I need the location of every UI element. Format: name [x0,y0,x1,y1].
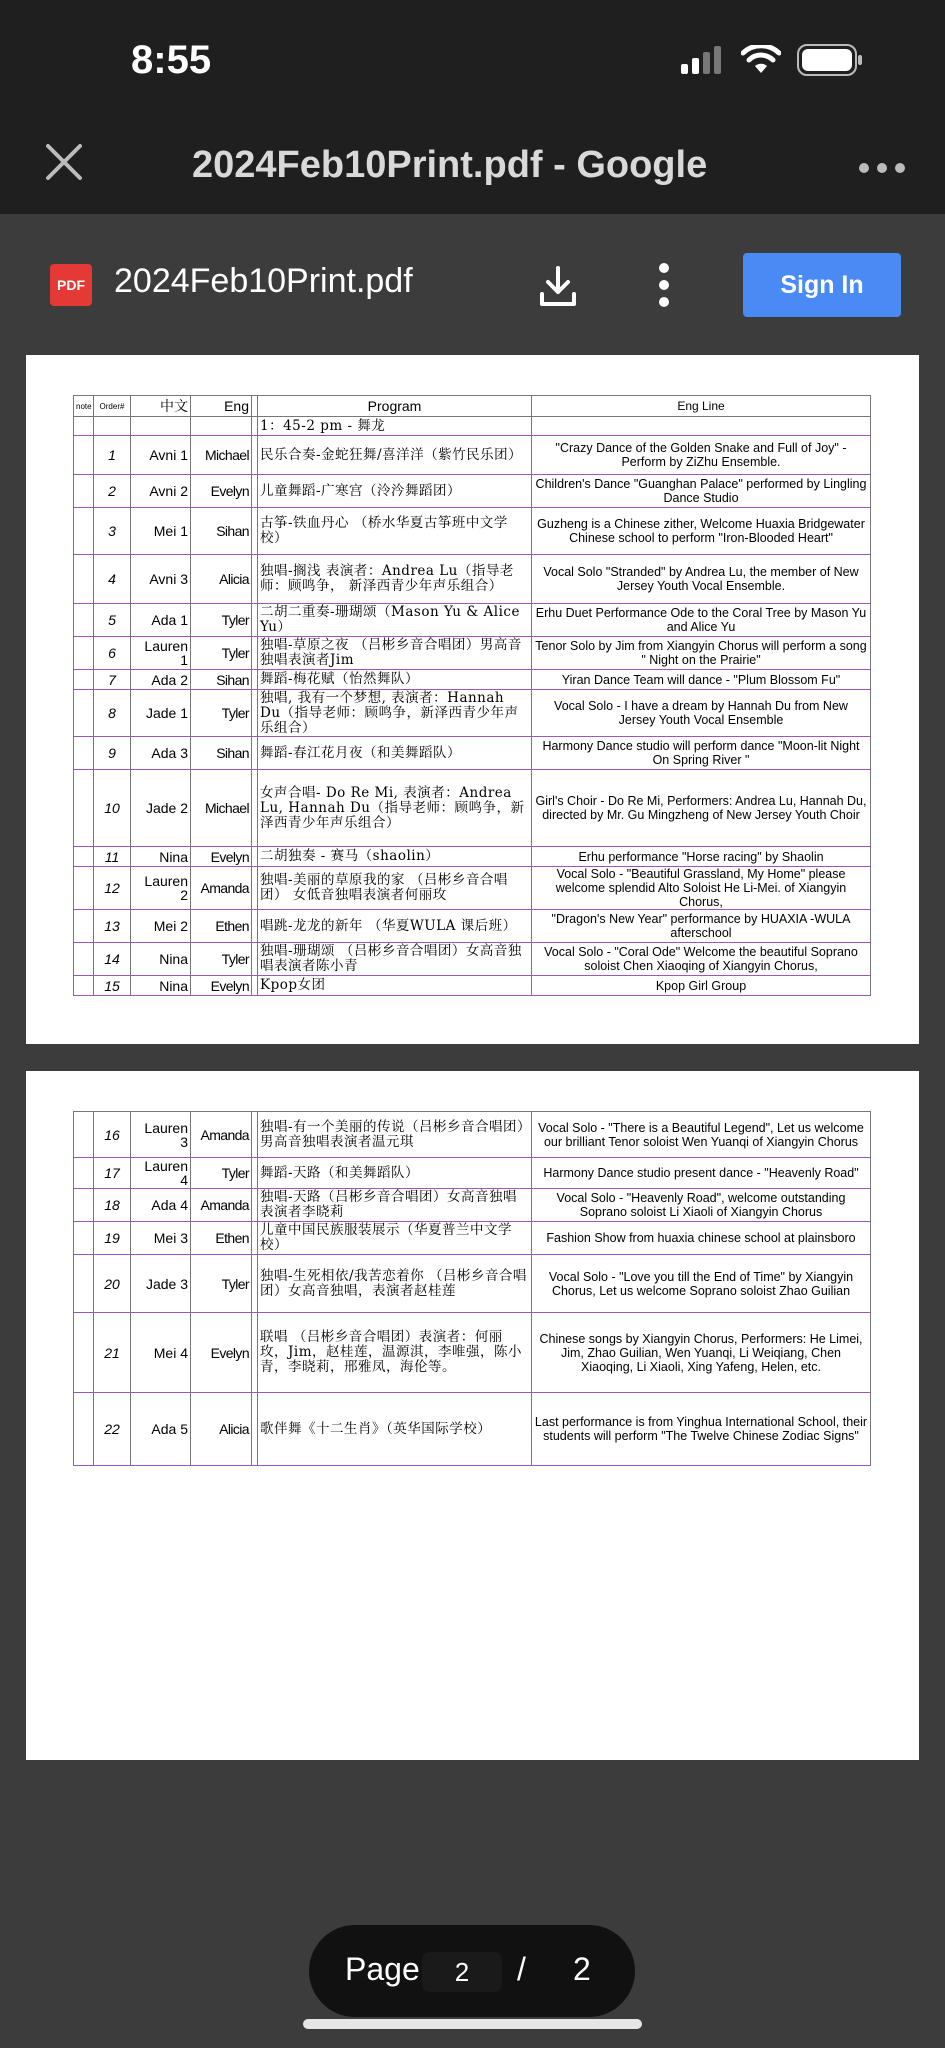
program-english: Girl's Choir - Do Re Mi, Performers: Andrea Lu, Hannah Du, directed by Mr. Gu Mingzheng of New Jersey Youth Choir [532,770,871,847]
order-number: 16 [94,1112,131,1158]
performer-name: Nina [131,976,191,996]
table-row [74,737,871,770]
header-engline: Eng Line [532,396,871,417]
close-icon[interactable] [42,140,86,184]
home-indicator[interactable] [303,2019,642,2029]
order-number: 10 [94,770,131,847]
performer-name: Avni 3 [131,555,191,604]
table-row [74,1112,871,1158]
table-row [74,508,871,555]
performer-name: Ada 2 [131,670,191,690]
program-english: Children's Dance "Guanghan Palace" performed by Lingling Dance Studio [532,475,871,508]
program-english: Fashion Show from huaxia chinese school at plainsboro [532,1222,871,1255]
performer-name: Mei 4 [131,1313,191,1393]
order-number: 20 [94,1255,131,1313]
header-zh: 中文 [131,396,191,417]
note-cell [74,1189,94,1222]
performer-name: Ada 3 [131,737,191,770]
program-english: "Crazy Dance of the Golden Snake and Full of Joy" - Perform by ZiZhu Ensemble. [532,436,871,475]
program-table-page-1 [73,395,871,996]
order-number: 11 [94,847,131,867]
status-bar [0,0,945,104]
file-name: 2024Feb10Print.pdf [114,262,413,300]
program-chinese: 独唱-搁浅 表演者：Andrea Lu（指导老师：顾鸣争， 新泽西青少年声乐组合） [258,555,532,604]
note-cell [74,847,94,867]
announcer-name: Amanda [191,1112,252,1158]
program-english: Last performance is from Yinghua International School, their students will perform "The Twelve Chinese Zodiac Signs" [532,1393,871,1466]
program-english: Kpop Girl Group [532,976,871,996]
table-row [74,910,871,943]
order-number: 7 [94,670,131,690]
table-row [74,436,871,475]
table-row [74,604,871,637]
performer-name: Jade 2 [131,770,191,847]
more-options-icon[interactable] [858,162,906,174]
note-cell [74,867,94,910]
table-row [74,690,871,737]
window-title: 2024Feb10Print.pdf - Google [192,144,708,186]
note-cell [74,976,94,996]
program-english: Tenor Solo by Jim from Xiangyin Chorus will perform a song " Night on the Prairie" [532,637,871,670]
program-table-page-2 [73,1111,871,1466]
program-english: Vocal Solo - "Beautiful Grassland, My Home" please welcome splendid Alto Soloist He Li-Mei. of Xiangyin Chorus, [532,867,871,910]
note-cell [74,737,94,770]
order-number: 18 [94,1189,131,1222]
announcer-name: Evelyn [191,847,252,867]
note-cell [74,1222,94,1255]
program-chinese: 儿童舞蹈-广寒宫（泠汵舞蹈团） [258,475,532,508]
performer-name: Jade 1 [131,690,191,737]
program-english: "Dragon's New Year" performance by HUAXIA -WULA afterschool [532,910,871,943]
program-english: Vocal Solo - "Heavenly Road", welcome outstanding Soprano soloist Li Xiaoli of Xiangyin Chorus [532,1189,871,1222]
table-row [74,555,871,604]
note-cell [74,770,94,847]
header-program: Program [258,396,532,417]
order-number: 21 [94,1313,131,1393]
order-number: 9 [94,737,131,770]
announcer-name: Ethen [191,910,252,943]
note-cell [74,436,94,475]
announcer-name: Michael [191,770,252,847]
table-row [74,1313,871,1393]
table-row [74,976,871,996]
order-number: 8 [94,690,131,737]
program-english: Vocal Solo "Stranded" by Andrea Lu, the member of New Jersey Youth Vocal Ensemble. [532,555,871,604]
announcer-name: Amanda [191,1189,252,1222]
program-chinese: 舞蹈-春江花月夜（和美舞蹈队） [258,737,532,770]
program-chinese: 二胡独奏 - 赛马（shaolin） [258,847,532,867]
order-number: 13 [94,910,131,943]
program-english: Erhu Duet Performance Ode to the Coral Tree by Mason Yu and Alice Yu [532,604,871,637]
program-chinese: 联唱 （吕彬乡音合唱团）表演者：何丽玫，Jim，赵桂莲，温源淇，李唯强，陈小青，李晓莉，邢雅凤，海伦等。 [258,1313,532,1393]
announcer-name: Tyler [191,1255,252,1313]
intro-row [74,417,871,436]
table-row [74,847,871,867]
header-order: Order# [94,396,131,417]
performer-name: Mei 3 [131,1222,191,1255]
announcer-name: Tyler [191,604,252,637]
order-number: 5 [94,604,131,637]
program-chinese: 民乐合奏-金蛇狂舞/喜洋洋（紫竹民乐团） [258,436,532,475]
program-chinese: 古筝-铁血丹心 （桥水华夏古筝班中文学校） [258,508,532,555]
cellular-signal-icon [681,46,725,74]
performer-name: Nina [131,943,191,976]
program-english: Vocal Solo - I have a dream by Hannah Du from New Jersey Youth Vocal Ensemble [532,690,871,737]
announcer-name: Alicia [191,1393,252,1466]
announcer-name: Alicia [191,555,252,604]
table-row [74,943,871,976]
wifi-icon [741,45,781,75]
table-header-row [74,396,871,417]
note-cell [74,508,94,555]
order-number: 3 [94,508,131,555]
performer-name: Ada 1 [131,604,191,637]
note-cell [74,637,94,670]
header-note: note [74,396,94,417]
page-indicator [309,1925,635,2017]
clock: 8:55 [131,38,212,82]
table-row [74,475,871,508]
performer-name: Lauren 1 [131,637,191,670]
announcer-name: Evelyn [191,1313,252,1393]
note-cell [74,1112,94,1158]
performer-name: Ada 5 [131,1393,191,1466]
performer-name: Jade 3 [131,1255,191,1313]
program-english: Vocal Solo - "Coral Ode" Welcome the beautiful Soprano soloist Chen Xiaoqing of Xiangyin Chorus, [532,943,871,976]
note-cell [74,555,94,604]
program-chinese: Kpop女团 [258,976,532,996]
kebab-menu-icon[interactable] [654,262,674,308]
status-icons [681,44,863,76]
program-chinese: 歌伴舞《十二生肖》（英华国际学校） [258,1393,532,1466]
sign-in-button[interactable]: Sign In [743,253,901,317]
program-chinese: 舞蹈-梅花赋（怡然舞队） [258,670,532,690]
program-chinese: 独唱-天路（吕彬乡音合唱团）女高音独唱表演者李晓莉 [258,1189,532,1222]
table-row [74,637,871,670]
program-chinese: 独唱-草原之夜 （吕彬乡音合唱团）男高音独唱表演者Jim [258,637,532,670]
performer-name: Avni 1 [131,436,191,475]
announcer-name: Tyler [191,637,252,670]
download-icon[interactable] [538,264,578,308]
performer-name: Mei 1 [131,508,191,555]
battery-icon [797,44,863,76]
performer-name: Mei 2 [131,910,191,943]
program-english: Vocal Solo - "There is a Beautiful Legend", Let us welcome our brilliant Tenor soloist Wen Yuanqi of Xiangyin Chorus [532,1112,871,1158]
program-chinese: 儿童中国民族服装展示（华夏普兰中文学校） [258,1222,532,1255]
table-row [74,670,871,690]
program-english: Vocal Solo - "Love you till the End of Time" by Xiangyin Chorus, Let us welcome Soprano soloist Zhao Guilian [532,1255,871,1313]
performer-name: Ada 4 [131,1189,191,1222]
program-chinese: 舞蹈-天路（和美舞蹈队） [258,1158,532,1189]
program-chinese: 唱跳-龙龙的新年 （华夏WULA 课后班） [258,910,532,943]
order-number: 6 [94,637,131,670]
page-label: Page [345,1951,420,1987]
announcer-name: Evelyn [191,976,252,996]
intro-program: 1：45-2 pm - 舞龙 [258,417,532,436]
announcer-name: Tyler [191,943,252,976]
table-row [74,1158,871,1189]
order-number: 17 [94,1158,131,1189]
note-cell [74,604,94,637]
program-english: Erhu performance "Horse racing" by Shaolin [532,847,871,867]
order-number: 14 [94,943,131,976]
program-chinese: 独唱-有一个美丽的传说（吕彬乡音合唱团）男高音独唱表演者温元琪 [258,1112,532,1158]
note-cell [74,1255,94,1313]
table-row [74,867,871,910]
announcer-name: Evelyn [191,475,252,508]
pdf-page-2 [26,1071,919,1760]
announcer-name: Amanda [191,867,252,910]
header-eng: Eng [191,396,252,417]
table-row [74,770,871,847]
note-cell [74,1393,94,1466]
order-number: 1 [94,436,131,475]
program-english: Guzheng is a Chinese zither, Welcome Huaxia Bridgewater Chinese school to perform "Iron-Blooded Heart" [532,508,871,555]
program-chinese: 独唱, 我有一个梦想, 表演者：Hannah Du（指导老师：顾鸣争，新泽西青少年声乐组合） [258,690,532,737]
note-cell [74,910,94,943]
note-cell [74,690,94,737]
performer-name: Avni 2 [131,475,191,508]
program-chinese: 女声合唱- Do Re Mi, 表演者：Andrea Lu, Hannah Du（指导老师：顾鸣争，新泽西青少年声乐组合） [258,770,532,847]
browser-title-bar [0,104,945,214]
order-number: 12 [94,867,131,910]
program-english: Harmony Dance studio will perform dance "Moon-lit Night On Spring River " [532,737,871,770]
order-number: 19 [94,1222,131,1255]
note-cell [74,1313,94,1393]
order-number: 4 [94,555,131,604]
program-english: Harmony Dance studio present dance - "Heavenly Road" [532,1158,871,1189]
announcer-name: Sihan [191,508,252,555]
order-number: 22 [94,1393,131,1466]
order-number: 15 [94,976,131,996]
announcer-name: Tyler [191,1158,252,1189]
announcer-name: Tyler [191,690,252,737]
performer-name: Lauren 4 [131,1158,191,1189]
program-chinese: 二胡二重奏-珊瑚颂（Mason Yu & Alice Yu） [258,604,532,637]
pdf-page-1 [26,355,919,1044]
announcer-name: Sihan [191,737,252,770]
table-row [74,1255,871,1313]
page-separator: / [517,1951,526,1987]
program-chinese: 独唱-美丽的草原我的家 （吕彬乡音合唱团） 女低音独唱表演者何丽玫 [258,867,532,910]
performer-name: Lauren 3 [131,1112,191,1158]
table-row [74,1222,871,1255]
note-cell [74,670,94,690]
program-english: Yiran Dance Team will dance - "Plum Blossom Fu" [532,670,871,690]
note-cell [74,1158,94,1189]
announcer-name: Sihan [191,670,252,690]
order-number: 2 [94,475,131,508]
table-row [74,1189,871,1222]
announcer-name: Ethen [191,1222,252,1255]
current-page-input[interactable]: 2 [422,1952,502,1992]
program-english: Chinese songs by Xiangyin Chorus, Performers: He Limei, Jim, Zhao Guilian, Wen Yuanqi, Li Weiqiang, Chen Xiaoqing, Li Xiaoli, Xing Yafeng, Helen, etc. [532,1313,871,1393]
total-pages: 2 [573,1951,591,1987]
note-cell [74,943,94,976]
pdf-file-icon: PDF [50,264,92,306]
performer-name: Lauren 2 [131,867,191,910]
performer-name: Nina [131,847,191,867]
program-chinese: 独唱-生死相依/我苦恋着你 （吕彬乡音合唱团）女高音独唱，表演者赵桂莲 [258,1255,532,1313]
program-chinese: 独唱-珊瑚颂 （吕彬乡音合唱团）女高音独唱表演者陈小青 [258,943,532,976]
table-row [74,1393,871,1466]
note-cell [74,475,94,508]
announcer-name: Michael [191,436,252,475]
